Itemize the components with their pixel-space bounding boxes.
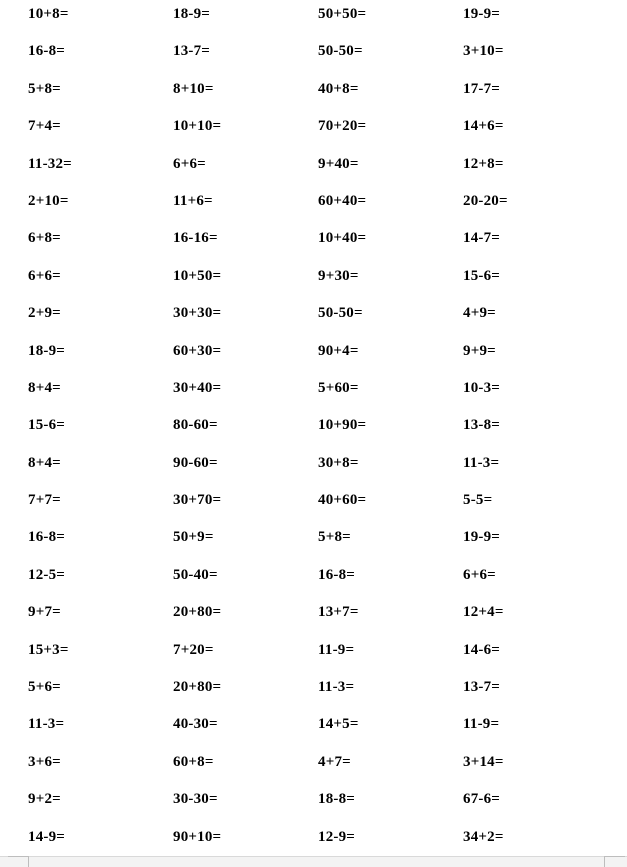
math-problem: 14+6= (463, 118, 504, 135)
problem-row (28, 449, 608, 486)
math-problem: 34+2= (463, 828, 504, 845)
problem-row (28, 187, 608, 224)
math-problem: 9+40= (318, 155, 359, 172)
math-problem: 5+8= (28, 80, 61, 97)
math-problem: 50+9= (173, 529, 214, 546)
problem-row (28, 411, 608, 448)
math-problem: 30+30= (173, 305, 222, 322)
math-problem: 50+50= (318, 6, 367, 22)
math-problem: 11-32= (28, 155, 72, 172)
math-problem: 15+3= (28, 641, 69, 658)
problem-row (28, 598, 608, 635)
math-problem: 7+7= (28, 492, 61, 509)
math-problem: 50-40= (173, 566, 218, 583)
problem-row (28, 0, 608, 37)
math-problem: 14-6= (463, 641, 501, 658)
math-problem: 60+40= (318, 192, 367, 209)
problem-row (28, 150, 608, 187)
math-problem: 14-9= (28, 828, 66, 845)
math-problem: 11+6= (173, 192, 213, 209)
problem-row (28, 673, 608, 710)
math-problem: 6+6= (463, 566, 496, 583)
math-problem: 40-30= (173, 716, 218, 733)
math-problem: 13-7= (173, 43, 211, 60)
problem-row (28, 337, 608, 374)
problem-row (28, 748, 608, 785)
problem-row (28, 299, 608, 336)
math-problem: 19-9= (463, 529, 501, 546)
problem-row (28, 262, 608, 299)
math-problem: 18-8= (318, 791, 356, 808)
math-problem: 9+30= (318, 267, 359, 284)
math-problem: 14-7= (463, 230, 501, 247)
math-problem: 7+4= (28, 118, 61, 135)
math-problem: 10+40= (318, 230, 367, 247)
math-problem: 12+8= (463, 155, 504, 172)
math-problem: 50-50= (318, 305, 363, 322)
math-problem: 40+60= (318, 492, 367, 509)
math-problem: 90+4= (318, 342, 359, 359)
math-problem: 20-20= (463, 192, 508, 209)
math-problem: 9+9= (463, 342, 496, 359)
problem-row (28, 112, 608, 149)
math-problem: 9+7= (28, 604, 61, 621)
problem-row (28, 523, 608, 560)
math-problem: 7+20= (173, 641, 214, 658)
math-problem: 30+40= (173, 379, 222, 396)
arithmetic-problem-grid (28, 0, 608, 860)
math-problem: 20+80= (173, 604, 222, 621)
math-problem: 8+4= (28, 454, 61, 471)
math-problem: 4+9= (463, 305, 496, 322)
math-problem: 5-5= (463, 492, 493, 509)
math-problem: 6+6= (173, 155, 206, 172)
math-problem: 5+60= (318, 379, 359, 396)
math-problem: 60+30= (173, 342, 222, 359)
math-problem: 13-8= (463, 417, 501, 434)
problem-row (28, 37, 608, 74)
math-problem: 8+4= (28, 379, 61, 396)
math-problem: 15-6= (463, 267, 501, 284)
math-problem: 18-9= (173, 6, 211, 22)
math-problem: 30-30= (173, 791, 218, 808)
math-problem: 16-8= (28, 43, 66, 60)
math-problem: 60+8= (173, 753, 214, 770)
math-problem: 67-6= (463, 791, 501, 808)
math-problem: 70+20= (318, 118, 367, 135)
problem-row (28, 486, 608, 523)
math-problem: 12-9= (318, 828, 356, 845)
math-problem: 2+9= (28, 305, 61, 322)
math-problem: 13-7= (463, 679, 501, 696)
math-problem: 10+8= (28, 6, 69, 22)
math-problem: 11-9= (318, 641, 355, 658)
math-problem: 6+6= (28, 267, 61, 284)
math-problem: 16-8= (318, 566, 356, 583)
problem-row (28, 374, 608, 411)
math-problem: 15-6= (28, 417, 66, 434)
problem-row (28, 823, 608, 860)
math-problem: 3+6= (28, 753, 61, 770)
math-problem: 13+7= (318, 604, 359, 621)
problem-row (28, 636, 608, 673)
math-problem: 8+10= (173, 80, 214, 97)
math-problem: 19-9= (463, 6, 501, 22)
math-problem: 11-3= (463, 454, 500, 471)
math-problem: 11-3= (318, 679, 355, 696)
math-problem: 6+8= (28, 230, 61, 247)
math-problem: 10+10= (173, 118, 222, 135)
problem-row (28, 710, 608, 747)
math-problem: 10-3= (463, 379, 501, 396)
math-problem: 90-60= (173, 454, 218, 471)
math-problem: 30+70= (173, 492, 222, 509)
problem-row (28, 561, 608, 598)
math-problem: 17-7= (463, 80, 501, 97)
math-problem: 16-16= (173, 230, 218, 247)
math-problem: 3+10= (463, 43, 504, 60)
math-problem: 18-9= (28, 342, 66, 359)
math-problem: 14+5= (318, 716, 359, 733)
math-problem: 80-60= (173, 417, 218, 434)
math-problem: 12+4= (463, 604, 504, 621)
math-problem: 3+14= (463, 753, 504, 770)
math-problem: 90+10= (173, 828, 222, 845)
math-problem: 12-5= (28, 566, 66, 583)
math-problem: 20+80= (173, 679, 222, 696)
page-corner-mark-right (604, 856, 625, 867)
math-problem: 16-8= (28, 529, 66, 546)
math-problem: 10+50= (173, 267, 222, 284)
problem-row (28, 75, 608, 112)
problem-row (28, 224, 608, 261)
math-problem: 40+8= (318, 80, 359, 97)
page-corner-mark-left (8, 856, 29, 867)
math-problem: 11-9= (463, 716, 500, 733)
math-problem: 30+8= (318, 454, 359, 471)
problem-row (28, 785, 608, 822)
math-problem: 50-50= (318, 43, 363, 60)
math-problem: 5+6= (28, 679, 61, 696)
math-problem: 10+90= (318, 417, 367, 434)
math-problem: 9+2= (28, 791, 61, 808)
page-bottom-edge (0, 856, 627, 867)
math-problem: 5+8= (318, 529, 351, 546)
math-problem: 11-3= (28, 716, 65, 733)
math-problem: 4+7= (318, 753, 351, 770)
math-problem: 2+10= (28, 192, 69, 209)
